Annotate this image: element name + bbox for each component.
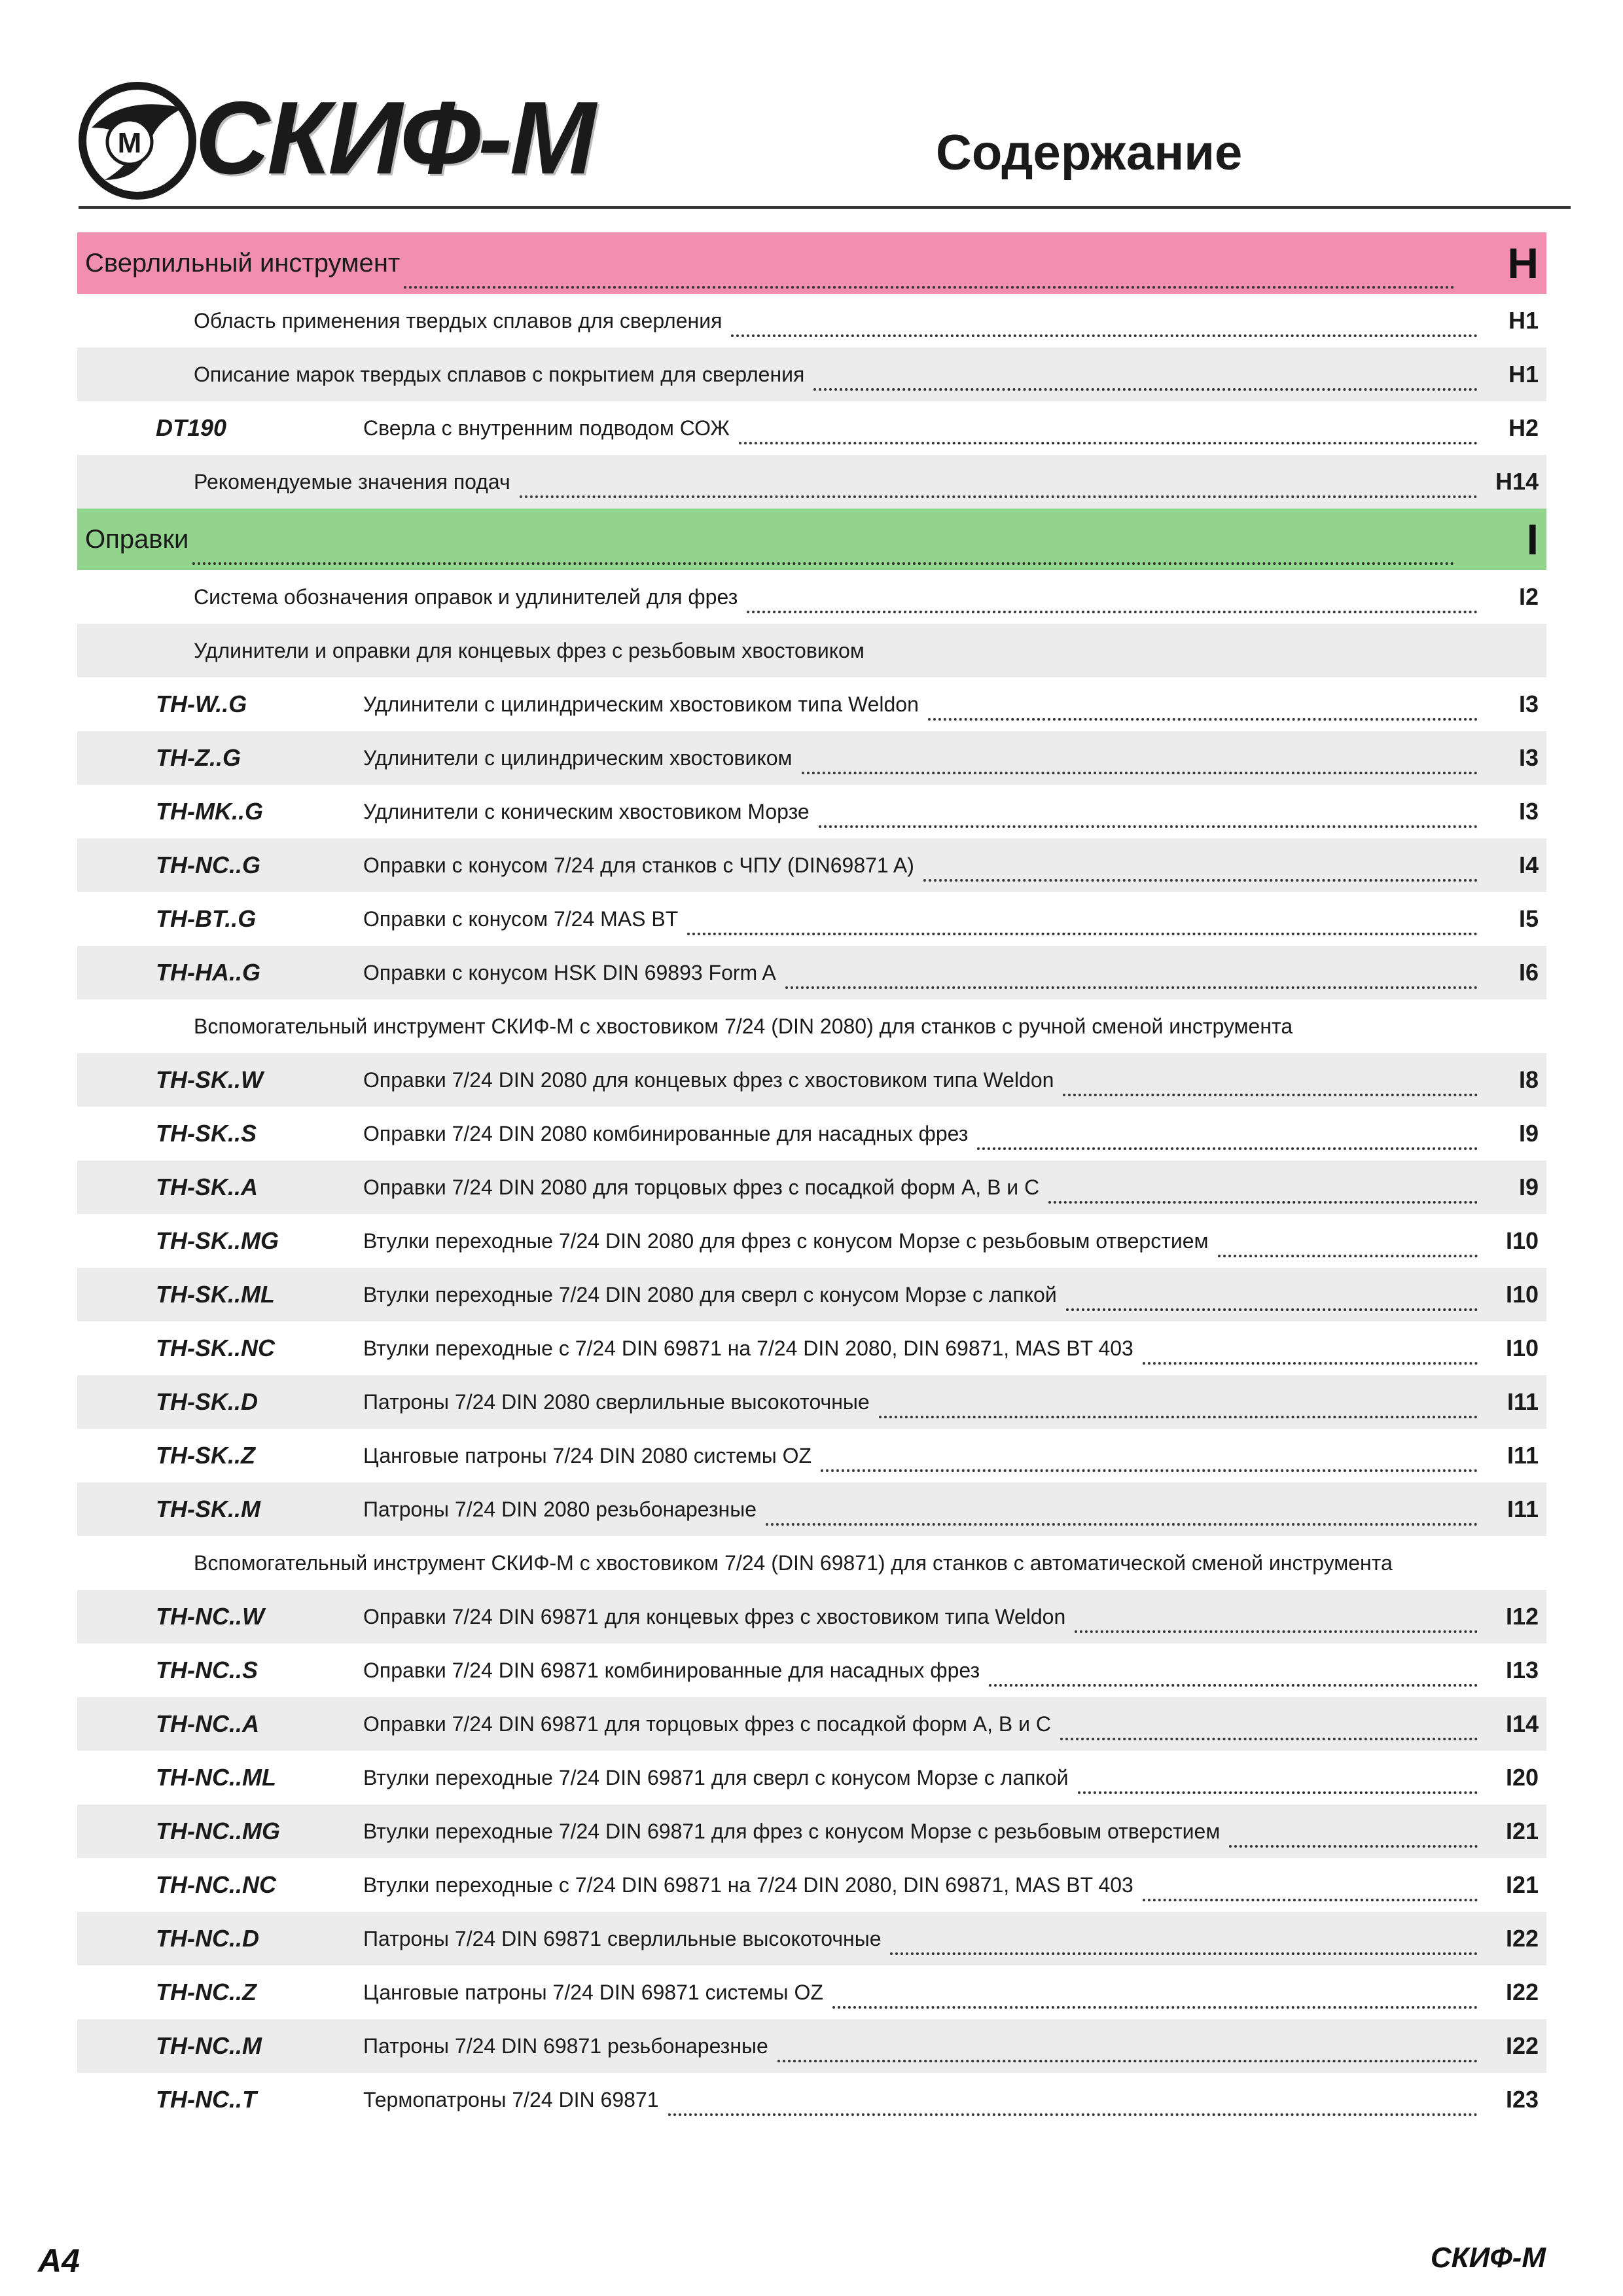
section-title: Оправки [85,524,189,554]
entry-label: Оправки 7/24 DIN 2080 для торцовых фрез с посадкой форм А, В и С [363,1175,1044,1200]
toc-entry-row[interactable] [77,401,1546,455]
product-code: TH-SK..ML [156,1281,275,1308]
page-number: A4 [38,2242,80,2279]
toc-entry-row[interactable] [77,1053,1546,1107]
dot-leader [766,1503,1478,1526]
product-code: TH-NC..ML [156,1764,276,1791]
page-reference: I3 [1518,744,1539,771]
toc-entry-row[interactable] [77,1912,1546,1965]
product-code: TH-SK..MG [156,1227,279,1254]
section-page-code: H [1507,239,1539,287]
product-code: TH-NC..A [156,1710,259,1737]
dot-leader [1078,1772,1478,1794]
logo-emblem-letter: M [117,127,142,159]
toc-entry-row[interactable] [77,1321,1546,1375]
toc-subheading-row [77,624,1546,677]
product-code: TH-NC..M [156,2032,262,2059]
page-reference: I22 [1505,1925,1539,1952]
entry-label: Система обозначения оправок и удлинителей для фрез [194,584,738,609]
toc-section-row[interactable] [77,509,1546,570]
entry-label: Оправки 7/24 DIN 69871 комбинированные для насадных фрез [363,1658,980,1682]
toc-entry-row[interactable] [77,1482,1546,1536]
page-reference: I21 [1505,1871,1539,1898]
dot-leader [1229,1825,1478,1848]
toc-section-row[interactable] [77,232,1546,294]
product-code: TH-Z..G [156,744,241,771]
page-reference: I4 [1518,852,1539,878]
dot-leader [192,543,1455,565]
page-reference: I5 [1518,905,1539,932]
toc-entry-row[interactable] [77,1751,1546,1804]
dot-leader [785,967,1478,989]
page-reference: I11 [1507,1442,1539,1469]
dot-leader [819,806,1478,828]
toc-entry-row[interactable] [77,1965,1546,2019]
dot-leader [731,315,1478,337]
toc-entry-row[interactable] [77,731,1546,785]
toc-subheading-row [77,999,1546,1053]
toc-entry-row[interactable] [77,1160,1546,1214]
entry-label: Описание марок твердых сплавов с покрытием для сверления [194,363,810,387]
product-code: TH-SK..A [156,1174,258,1200]
page-reference: H2 [1508,414,1539,441]
toc-entry-row[interactable] [77,785,1546,838]
dot-leader [777,2040,1478,2062]
dot-leader [668,2094,1478,2116]
entry-label: Удлинители с цилиндрическим хвостовиком [363,746,798,770]
product-code: TH-W..G [156,691,247,717]
dot-leader [832,1986,1478,2009]
section-page-code: I [1526,515,1539,564]
page-reference: I20 [1505,1764,1539,1791]
toc-entry-row[interactable] [77,455,1546,509]
toc-entry-row[interactable] [77,1643,1546,1697]
footer-brand: СКИФ-М [1430,2242,1546,2274]
product-code: TH-SK..NC [156,1335,275,1361]
toc-entry-row[interactable] [77,1858,1546,1912]
dot-leader [977,1128,1478,1150]
page-reference: I2 [1518,583,1539,610]
toc-entry-row[interactable] [77,838,1546,892]
toc-entry-row[interactable] [77,2073,1546,2126]
page-reference: H14 [1495,468,1539,495]
entry-label: Втулки переходные 7/24 DIN 2080 для сверл с конусом Морзе с лапкой [363,1283,1062,1307]
entry-label: Втулки переходные с 7/24 DIN 69871 на 7/24 DIN 2080, DIN 69871, MAS BT 403 [363,1873,1133,1897]
toc-entry-row[interactable] [77,294,1546,348]
dot-leader [890,1933,1478,1955]
product-code: TH-SK..Z [156,1442,255,1469]
entry-label: Оправки 7/24 DIN 69871 для торцовых фрез с посадкой форм А, В и С [363,1712,1056,1736]
entry-label: Сверла с внутренним подводом СОЖ [363,416,730,440]
entry-label: Оправки с конусом 7/24 для станков с ЧПУ (DIN69871 A) [363,853,919,878]
dot-leader [879,1396,1478,1418]
toc-entry-row[interactable] [77,348,1546,401]
dot-leader [802,752,1478,774]
subheading-label: Вспомогательный инструмент СКИФ-М с хвостовиком 7/24 (DIN 69871) для станков с автоматической сменой инструмента [194,1551,1393,1575]
page-header [0,0,1623,216]
dot-leader [1066,1289,1478,1311]
dot-leader [923,859,1478,882]
page-reference: I22 [1505,1979,1539,2005]
entry-label: Патроны 7/24 DIN 2080 резьбонарезные [363,1498,762,1522]
dot-leader [1063,1074,1478,1096]
entry-label: Оправки 7/24 DIN 2080 для концевых фрез с хвостовиком типа Weldon [363,1068,1059,1092]
logo-emblem-icon [79,82,196,200]
page-reference: I22 [1505,2032,1539,2059]
product-code: TH-NC..S [156,1657,258,1683]
entry-label: Патроны 7/24 DIN 69871 сверлильные высокоточные [363,1927,886,1951]
entry-label: Удлинители с коническим хвостовиком Морзе [363,799,810,823]
entry-label: Цанговые патроны 7/24 DIN 2080 системы OZ [363,1443,812,1467]
page-reference: I3 [1518,798,1539,825]
toc-entry-row[interactable] [77,1590,1546,1643]
entry-label: Оправки с конусом 7/24 MAS BT [363,906,679,931]
page-reference: I9 [1518,1174,1539,1200]
entry-label: Область применения твердых сплавов для сверления [194,308,722,332]
dot-leader [739,422,1478,444]
header-divider [79,206,1571,209]
toc-entry-row[interactable] [77,1375,1546,1429]
page-reference: H1 [1508,361,1539,387]
logo-text: СКИФ-М [195,81,594,196]
dot-leader [520,476,1478,498]
toc-entry-row[interactable] [77,2019,1546,2073]
page-reference: I21 [1505,1818,1539,1844]
page-reference: I8 [1518,1066,1539,1093]
dot-leader [813,368,1478,391]
entry-label: Втулки переходные 7/24 DIN 2080 для фрез с конусом Морзе с резьбовым отверстием [363,1229,1209,1253]
toc-subheading-row [77,1536,1546,1590]
product-code: TH-SK..D [156,1388,258,1415]
product-code: TH-SK..W [156,1066,263,1093]
product-code: TH-MK..G [156,798,263,825]
entry-label: Удлинители с цилиндрическим хвостовиком типа Weldon [363,692,919,716]
entry-label: Оправки 7/24 DIN 2080 комбинированные для насадных фрез [363,1121,969,1145]
toc-entry-row[interactable] [77,677,1546,731]
toc-entry-row[interactable] [77,1107,1546,1160]
product-code: TH-NC..G [156,852,260,878]
toc-entry-row[interactable] [77,1429,1546,1482]
page-reference: I13 [1505,1657,1539,1683]
entry-label: Втулки переходные с 7/24 DIN 69871 на 7/24 DIN 2080, DIN 69871, MAS BT 403 [363,1336,1133,1360]
dot-leader [404,266,1455,289]
product-code: TH-HA..G [156,959,260,986]
page-reference: I3 [1518,691,1539,717]
entry-label: Оправки 7/24 DIN 69871 для концевых фрез с хвостовиком типа Weldon [363,1605,1071,1629]
product-code: TH-NC..T [156,2086,257,2113]
toc-entry-row[interactable] [77,1268,1546,1321]
toc-entry-row[interactable] [77,1697,1546,1751]
page-reference: I11 [1507,1496,1539,1522]
dot-leader [989,1664,1478,1687]
product-code: TH-BT..G [156,905,257,932]
page-title: Содержание [936,125,1243,181]
entry-label: Патроны 7/24 DIN 2080 сверлильные высокоточные [363,1390,875,1414]
product-code: TH-SK..S [156,1120,257,1147]
entry-label: Цанговые патроны 7/24 DIN 69871 системы OZ [363,1980,823,2004]
toc-entry-row[interactable] [77,946,1546,999]
page-reference: H1 [1508,307,1539,334]
product-code: TH-NC..Z [156,1979,257,2005]
page-reference: I10 [1505,1281,1539,1308]
table-of-contents [77,232,1546,2126]
product-code: TH-NC..W [156,1603,264,1630]
dot-leader [1075,1611,1478,1633]
entry-label: Патроны 7/24 DIN 69871 резьбонарезные [363,2034,774,2058]
page-reference: I14 [1505,1710,1539,1737]
dot-leader [1143,1879,1478,1901]
section-title: Сверлильный инструмент [85,248,401,278]
dot-leader [1218,1235,1478,1257]
product-code: TH-NC..NC [156,1871,276,1898]
page-reference: I9 [1518,1120,1539,1147]
dot-leader [1048,1181,1478,1204]
page-reference: I23 [1505,2086,1539,2113]
entry-label: Термопатроны 7/24 DIN 69871 [363,2087,659,2111]
entry-label: Втулки переходные 7/24 DIN 69871 для сверл с конусом Морзе с лапкой [363,1765,1069,1789]
dot-leader [747,591,1478,613]
toc-entry-row[interactable] [77,1214,1546,1268]
toc-entry-row[interactable] [77,1804,1546,1858]
toc-entry-row[interactable] [77,570,1546,624]
page-reference: I10 [1505,1335,1539,1361]
entry-label: Рекомендуемые значения подач [194,470,516,494]
product-code: TH-NC..D [156,1925,259,1952]
product-code: DT190 [156,414,227,441]
toc-entry-row[interactable] [77,892,1546,946]
page-reference: I6 [1518,959,1539,986]
dot-leader [687,913,1478,935]
dot-leader [1060,1718,1478,1740]
entry-label: Втулки переходные 7/24 DIN 69871 для фрез с конусом Морзе с резьбовым отверстием [363,1820,1225,1844]
subheading-label: Удлинители и оправки для концевых фрез с резьбовым хвостовиком [194,639,870,663]
company-logo [79,75,622,200]
page-reference: I10 [1505,1227,1539,1254]
product-code: TH-SK..M [156,1496,260,1522]
subheading-label: Вспомогательный инструмент СКИФ-М с хвостовиком 7/24 (DIN 2080) для станков с ручной сменой инструмента [194,1014,1293,1038]
dot-leader [928,698,1478,721]
entry-label: Оправки с конусом HSK DIN 69893 Form A [363,961,781,985]
page-reference: I11 [1507,1388,1539,1415]
dot-leader [1143,1342,1478,1365]
product-code: TH-NC..MG [156,1818,280,1844]
dot-leader [821,1450,1478,1472]
page-reference: I12 [1505,1603,1539,1630]
